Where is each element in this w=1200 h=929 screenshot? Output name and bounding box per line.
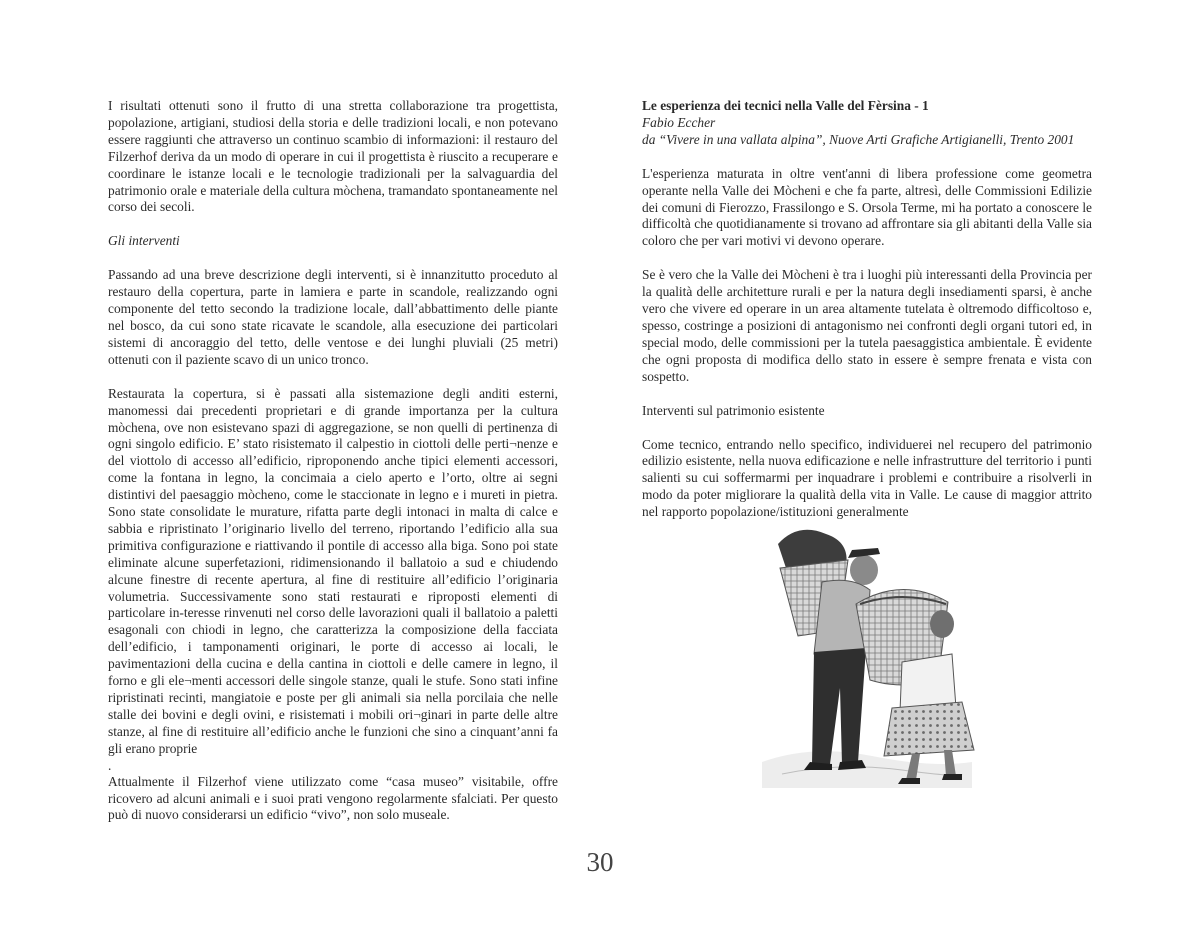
article-source: da “Vivere in una vallata alpina”, Nuove Arti Grafiche Artigianelli, Trento 2001 bbox=[642, 131, 1075, 147]
left-column bbox=[108, 98, 558, 824]
right-paragraph-1: L'esperienza maturata in oltre vent'anni di libera professione come geometra operante nella Valle dei Mòcheni e che fa parte, altresì, delle Commissioni Edilizie dei comuni di Fierozzo, Frassilongo e S. Orsola Terme, mi ha portato a conoscere le difficoltà che quotidianamente si trovano ad affrontare sia gli abitanti della Valle sia coloro che per vari motivi vi devono operare. bbox=[642, 165, 1092, 249]
left-paragraph-2: Passando ad una breve descrizione degli interventi, si è innanzitutto proceduto al restauro della copertura, parte in lamiera e parte in scandole, realizzando ogni componente del tetto secondo la tradizione locale, dall’abbattimento delle piante nel bosco, da cui sono state ricavate le scandole, alla esecuzione dei particolari sistemi di ancoraggio del tetto, delle ventose e dei lunghi pluviali (25 metri) ottenuti con il paziente scavo di un unico tronco. bbox=[108, 267, 558, 367]
right-paragraph-3: Come tecnico, entrando nello specifico, individuerei nel recupero del patrimonio edilizio esistente, nella nuova edificazione e nelle infrastrutture del territorio i punti salienti su cui soffermarmi per inquadrare i problemi e contribuire a risolverli in modo da poter migliorare la qualità della vita in Valle. Le cause di maggior attrito nel rapporto popolazione/istituzioni generalmente bbox=[642, 436, 1092, 520]
article-title: Le esperienza dei tecnici nella Valle del Fèrsina - 1 bbox=[642, 98, 929, 113]
illustration-basket-carriers bbox=[752, 512, 978, 788]
section-heading-patrimonio: Interventi sul patrimonio esistente bbox=[642, 402, 825, 418]
stray-dot: . bbox=[108, 757, 112, 773]
left-paragraph-3: Restaurata la copertura, si è passati alla sistemazione degli anditi esterni, manomessi dai precedenti proprietari e di grande importanza per la cultura mòchena, ove non esistevano spazi di aggregazione, se non quelli di pertinenza di ogni singolo edificio. E’ stato risistemato il calpestio in ciottoli delle perti¬nenze e del viottolo di accesso all’edificio, riproponendo anche tipici elementi accessori, come la fontana in legno, la concimaia a cielo aperto e l’orto, oltre ai segni distintivi del paesaggio mòcheno, come le staccionate in legno e i mureti in pietra. Sono state consolidate le murature, rifatta parte degli intonaci in malta di calce e sabbia e ripristinato l’originario livello del terreno, riportando l’edificio alla sua primitiva configurazione e riattivando il pontile di accesso alla biga. Sono poi state eliminate alcune superfetazioni, ridimensionando il ballatoio a sud e chiudendo alcune finestre di recente apertura, al fine di restituire all’edificio l’originaria volumetria. Successivamente sono stati restaurati e riproposti elementi di particolare in-teresse rinvenuti nel corso delle lavorazioni quali il ballatoio a paletti esagonali con chiodi in legno, che caratterizza la composizione della facciata dell’edificio, i tamponamenti originari, le porte di accesso ai locali, le pavimentazioni della cucina e della cantina in ciottoli e delle camere in legno, il forno e gli ele¬menti accessori delle singole stanze, quali le stufe. Sono stati infine ripristinati recinti, mangiatoie e poste per gli animali sia nella porcilaia che nelle stalle dei bovini e degli ovini, e risistemati i mobili ori¬ginari in parte delle altre stanze, al fine di restituire all’edificio anche le funzioni che sino a cinquant’anni fa gli erano proprie bbox=[108, 385, 558, 756]
section-heading-interventi: Gli interventi bbox=[108, 233, 180, 249]
page-number: 30 bbox=[586, 847, 614, 877]
right-column bbox=[642, 98, 1092, 521]
left-paragraph-4: Attualmente il Filzerhof viene utilizzato come “casa museo” visitabile, offre ricovero ad alcuni animali e i suoi prati vengono regolarmente sfalciati. Per questo può di nuovo considerarsi un edificio “vivo”, non solo museale. bbox=[108, 773, 558, 823]
article-author: Fabio Eccher bbox=[642, 114, 716, 130]
right-paragraph-2: Se è vero che la Valle dei Mòcheni è tra i luoghi più interessanti della Provincia per la qualità delle architetture rurali e per la natura degli insediamenti sparsi, è anche vero che vivere ed operare in un area altamente tutelata è oltremodo difficoltoso e, spesso, costringe a posizioni di antagonismo nei confronti degli organi tutori ed, in special modo, delle commissioni per la tutela paesaggistica ambientale. È evidente che ogni proposta di modifica dello stato in essere è sempre frenata e vista con sospetto. bbox=[642, 267, 1092, 384]
left-paragraph-1: I risultati ottenuti sono il frutto di una stretta collaborazione tra progettista, popolazione, artigiani, studiosi della storia e delle tradizioni locali, e non potevano essere raggiunti che attraverso un continuo scambio di informazioni: il restauro del Filzerhof deriva da un modo di operare in cui il progettista è riuscito a recuperare e coordinare le istanze locali e le tecnologie tradizionali per la salvaguardia del patrimonio orale e materiale della cultura mòchena, tramandato spontaneamente nel corso dei secoli. bbox=[108, 98, 558, 215]
